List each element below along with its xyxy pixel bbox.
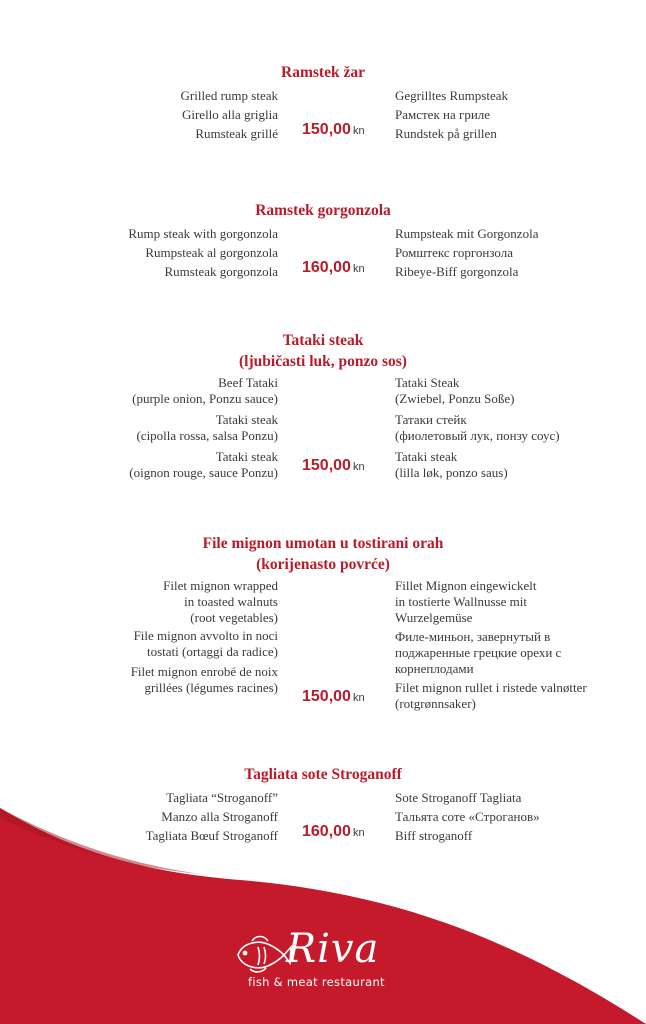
item-left-translations: [0, 788, 278, 845]
menu-item-tagliata-stroganoff: [0, 764, 646, 846]
line: File mignon avvolto in noci: [133, 628, 278, 643]
item-right-translations: [395, 788, 645, 845]
translation-no: Ribeye-Biff gorgonzola: [395, 264, 519, 279]
translation-de: [395, 578, 645, 629]
translation-no: [395, 449, 645, 481]
line: Tataki steak: [215, 412, 278, 427]
price-amount: 160,00: [302, 259, 351, 276]
menu-item-ramstek-zar: [0, 62, 646, 144]
translation-fr: Tagliata Bœuf Stroganoff: [145, 828, 278, 843]
translation-it: [0, 412, 278, 449]
price-amount: 150,00: [302, 121, 351, 138]
menu-item-file-mignon: [0, 533, 646, 713]
translation-it: Girello alla griglia: [181, 107, 278, 122]
item-title: Tagliata sote Stroganoff: [244, 766, 402, 783]
item-left-translations: [0, 224, 278, 281]
line: Татаки стейк: [395, 412, 467, 427]
translation-it: Manzo alla Stroganoff: [161, 809, 278, 824]
translation-fr: [0, 449, 278, 481]
translation-ru: Рамстек на гриле: [395, 107, 491, 122]
translation-de: Gegrilltes Rumpsteak: [395, 88, 509, 103]
line: Filet mignon enrobé de noix: [130, 664, 278, 679]
line: корнеплодами: [395, 661, 474, 676]
translation-no: [395, 680, 645, 712]
translation-en: Rump steak with gorgonzola: [128, 226, 278, 241]
riva-logo: [230, 925, 410, 995]
translation-fr: Rumsteak grillé: [195, 126, 278, 141]
item-right-translations: [395, 578, 645, 712]
line: Tataki steak: [215, 449, 278, 464]
price-currency: kn: [352, 692, 365, 704]
item-title: Ramstek žar: [281, 64, 365, 81]
translation-ru: [395, 629, 645, 680]
line: (rotgrønnsaker): [395, 696, 476, 711]
item-right-translations: [395, 375, 645, 481]
translation-de: Sote Stroganoff Tagliata: [395, 790, 522, 805]
translation-en: Tagliata “Stroganoff”: [166, 790, 278, 805]
item-subtitle: (korijenasto povrće): [256, 556, 390, 573]
price-amount: 160,00: [302, 823, 351, 840]
menu-item-tataki-steak: [0, 330, 646, 483]
item-left-translations: [0, 86, 278, 143]
line: Филе-миньон, завернутый в: [395, 629, 551, 644]
translation-fr: [0, 664, 278, 696]
price-amount: 150,00: [302, 457, 351, 474]
item-left-translations: [0, 375, 278, 481]
line: (oignon rouge, sauce Ponzu): [129, 465, 278, 480]
logo-tagline: fish & meat restaurant: [248, 975, 385, 989]
price-amount: 150,00: [302, 688, 351, 705]
line: поджаренные грецкие орехи с: [395, 645, 562, 660]
price-currency: kn: [352, 827, 365, 839]
translation-no: Rundstek på grillen: [395, 126, 497, 141]
translation-ru: Тальята соте «Строганов»: [395, 809, 540, 824]
line: (cipolla rossa, salsa Ponzu): [136, 428, 278, 443]
price-currency: kn: [352, 461, 365, 473]
line: (root vegetables): [190, 610, 278, 625]
line: Fillet Mignon eingewickelt: [395, 578, 537, 593]
item-price: [302, 259, 365, 277]
item-left-translations: [0, 578, 278, 696]
menu-item-ramstek-gorgonzola: [0, 200, 646, 282]
item-title: File mignon umotan u tostirani orah: [202, 535, 444, 552]
translation-en: Grilled rump steak: [180, 88, 278, 103]
logo-name: Riva: [286, 926, 380, 972]
item-title: Ramstek gorgonzola: [255, 202, 391, 219]
item-price: [302, 688, 365, 706]
line: Tataki Steak: [395, 375, 460, 390]
line: Filet mignon rullet i ristede valnøtter: [395, 680, 587, 695]
translation-it: [0, 628, 278, 664]
line: Wurzelgemüse: [395, 610, 473, 625]
line: in toasted walnuts: [184, 594, 278, 609]
translation-no: Biff stroganoff: [395, 828, 473, 843]
price-currency: kn: [352, 125, 365, 137]
price-currency: kn: [352, 263, 365, 275]
item-price: [302, 823, 365, 841]
line: (Zwiebel, Ponzu Soße): [395, 391, 515, 406]
line: Beef Tataki: [218, 375, 278, 390]
line: Tataki steak: [395, 449, 458, 464]
item-right-translations: [395, 224, 645, 281]
item-subtitle: (ljubičasti luk, ponzo sos): [239, 353, 407, 370]
item-title: Tataki steak: [282, 332, 364, 349]
line: (lilla løk, ponzo saus): [395, 465, 508, 480]
line: (purple onion, Ponzu sauce): [132, 391, 278, 406]
line: in tostierte Wallnusse mit: [395, 594, 527, 609]
translation-de: Rumpsteak mit Gorgonzola: [395, 226, 539, 241]
line: grillées (légumes racines): [144, 680, 278, 695]
translation-de: [395, 375, 645, 412]
translation-ru: [395, 412, 645, 449]
translation-fr: Rumsteak gorgonzola: [164, 264, 278, 279]
translation-ru: Ромштекс горгонзола: [395, 245, 513, 260]
fish-icon: [232, 933, 292, 973]
translation-en: [0, 375, 278, 412]
translation-it: Rumpsteak al gorgonzola: [145, 245, 278, 260]
item-price: [302, 121, 365, 139]
item-right-translations: [395, 86, 645, 143]
line: (фиолетовый лук, понзу соус): [395, 428, 560, 443]
line: Filet mignon wrapped: [163, 578, 278, 593]
line: tostati (ortaggi da radice): [146, 644, 278, 659]
item-price: [302, 457, 365, 475]
translation-en: [0, 578, 278, 628]
